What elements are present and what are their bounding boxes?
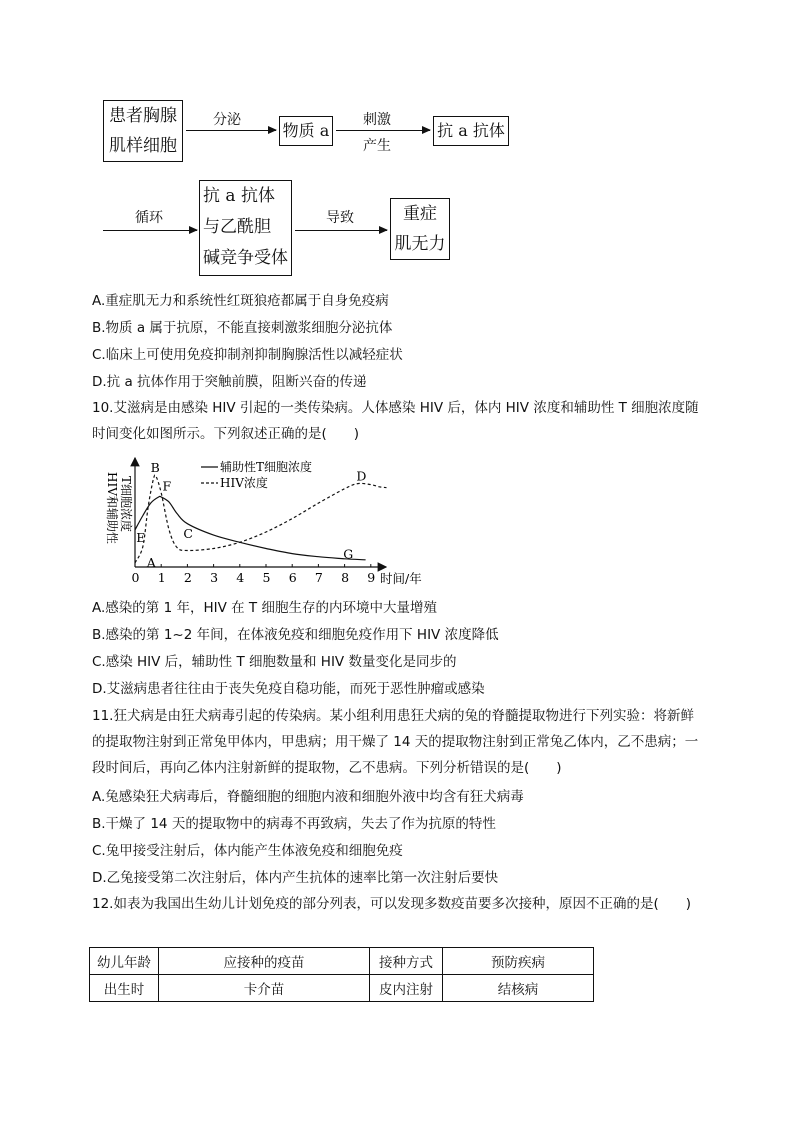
flow-box-anti-a-antibody [433, 116, 509, 146]
x-tick-label: 5 [262, 570, 271, 585]
q11-option-d: D.乙兔接受第二次注射后，体内产生抗体的速率比第一次注射后要快 [92, 870, 499, 886]
table-cell: 结核病 [443, 975, 594, 1002]
table-cell: 皮内注射 [370, 975, 443, 1002]
table-header-cell: 接种方式 [370, 948, 443, 975]
y-axis-label-line2: T细胞浓度 [119, 476, 133, 533]
point-label-a: A [146, 554, 156, 570]
point-label-b: B [150, 460, 160, 476]
flow-arrow-secrete [186, 130, 276, 131]
x-tick-label: 7 [314, 570, 323, 585]
flow-box-compete-receptor [199, 180, 292, 276]
flow-label-stimulate: 刺激 [363, 112, 391, 128]
flow-arrow-circulate [103, 230, 197, 231]
flow-box-result [390, 198, 450, 260]
x-tick-label: 9 [367, 570, 376, 585]
flow-box-line: 患者胸腺 [109, 106, 177, 126]
q11-option-c: C.兔甲接受注射后，体内能产生体液免疫和细胞免疫 [92, 843, 403, 859]
hiv-tcell-chart [96, 450, 436, 592]
table-header-cell: 预防疾病 [443, 948, 594, 975]
q12-stem: 12.如表为我国出生幼儿计划免疫的部分列表，可以发现多数疫苗要多次接种，原因不正确的是( ) [92, 896, 692, 912]
y-axis-label-line1: HIV和辅助性 [105, 472, 119, 544]
q11-option-b: B.干燥了 14 天的提取物中的病毒不再致病，失去了作为抗原的特性 [92, 816, 496, 832]
flow-label-cause: 导致 [326, 210, 354, 226]
flow-arrow-stimulate [336, 130, 430, 131]
table-header-cell: 应接种的疫苗 [159, 948, 370, 975]
x-tick-label: 2 [183, 570, 192, 585]
flow-label-circulate: 循环 [135, 210, 163, 226]
x-tick-label: 8 [341, 570, 350, 585]
flow-box-line: 物质 a [282, 121, 330, 140]
table-header-row [90, 948, 594, 975]
legend-label-hiv: HIV浓度 [220, 476, 268, 490]
table-row [90, 975, 594, 1002]
point-label-c: C [183, 526, 193, 542]
x-tick-label: 6 [288, 570, 297, 585]
table-cell: 出生时 [90, 975, 159, 1002]
flow-box-line: 肌样细胞 [109, 136, 177, 156]
table-header-cell: 幼儿年龄 [90, 948, 159, 975]
q10-option-d: D.艾滋病患者往往由于丧失免疫自稳功能，而死于恶性肿瘤或感染 [92, 681, 485, 697]
point-label-g: G [343, 546, 354, 562]
flow-box-line: 重症 [403, 204, 437, 224]
point-label-f: F [162, 478, 172, 494]
x-tick-label: 0 [131, 570, 140, 585]
q10-option-b: B.感染的第 1~2 年间，在体液免疫和细胞免疫作用下 HIV 浓度降低 [92, 627, 499, 643]
flow-box-line: 与乙酰胆 [203, 217, 271, 237]
x-tick-label: 1 [157, 570, 166, 585]
vaccine-table [89, 947, 594, 1002]
series-line-tcell [135, 496, 366, 560]
flow-box-line: 碱竞争受体 [203, 248, 288, 268]
q11-option-a: A.兔感染狂犬病毒后，脊髓细胞的细胞内液和细胞外液中均含有狂犬病毒 [92, 789, 524, 805]
flow-label-secrete: 分泌 [213, 112, 241, 128]
q10-option-c: C.感染 HIV 后，辅助性 T 细胞数量和 HIV 数量变化是同步的 [92, 654, 457, 670]
flow-box-substance-a [279, 116, 333, 146]
q11-stem: 11.狂犬病是由狂犬病毒引起的传染病。某小组利用患狂犬病的兔的脊髓提取物进行下列实验：将新鲜的提取物注射到正常兔甲体内，甲患病；用干燥了 14 天的提取物注射到正常兔乙体内，乙不患病；一段时间后，再向乙体内注射新鲜的提取物，乙不患病。下列分析错误的是( ) [92, 708, 699, 776]
q9-option-d: D.抗 a 抗体作用于突触前膜，阻断兴奋的传递 [92, 374, 367, 390]
point-label-e: E [136, 530, 146, 546]
legend-label-tcell: 辅助性T细胞浓度 [220, 460, 313, 474]
q10-stem: 10.艾滋病是由感染 HIV 引起的一类传染病。人体感染 HIV 后，体内 HIV 浓度和辅助性 T 细胞浓度随时间变化如图所示。下列叙述正确的是( ) [92, 400, 699, 442]
x-tick-label: 3 [210, 570, 219, 585]
flow-arrow-cause [295, 230, 387, 231]
point-label-d: D [356, 468, 367, 484]
flow-box-patient-thymus [103, 100, 183, 162]
flow-box-line: 抗 a 抗体 [203, 186, 275, 206]
flow-box-line: 抗 a 抗体 [437, 121, 505, 140]
q9-option-a: A.重症肌无力和系统性红斑狼疮都属于自身免疫病 [92, 293, 389, 309]
x-axis-label: 时间/年 [380, 571, 422, 586]
x-tick-label: 4 [236, 570, 245, 585]
q9-option-c: C.临床上可使用免疫抑制剂抑制胸腺活性以减轻症状 [92, 347, 403, 363]
table-cell: 卡介苗 [159, 975, 370, 1002]
flow-label-produce: 产生 [363, 138, 391, 154]
q9-option-b: B.物质 a 属于抗原，不能直接刺激浆细胞分泌抗体 [92, 320, 393, 336]
q10-option-a: A.感染的第 1 年，HIV 在 T 细胞生存的内环境中大量增殖 [92, 600, 437, 616]
flow-box-line: 肌无力 [394, 234, 446, 254]
